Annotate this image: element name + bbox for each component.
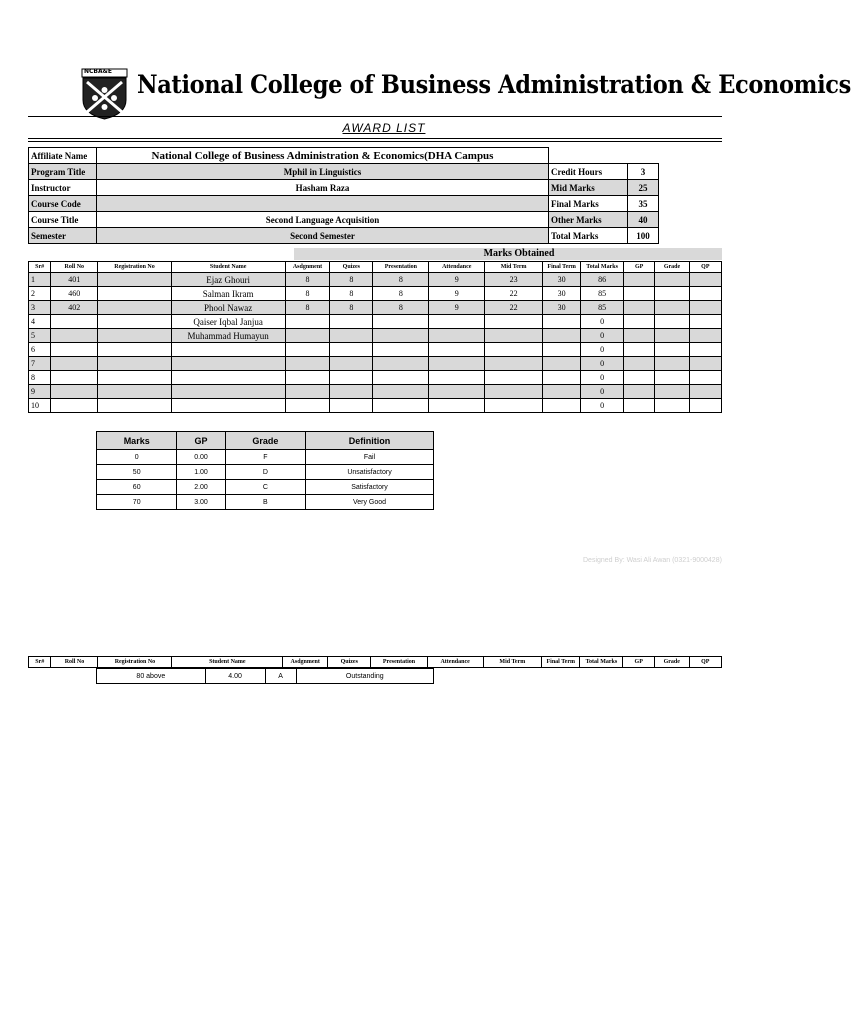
- grade-row: [97, 669, 434, 684]
- table-cell: [624, 329, 655, 343]
- table-cell: 9: [429, 301, 485, 315]
- mid-marks-label: Mid Marks: [549, 180, 628, 196]
- grade-row: [97, 480, 434, 495]
- table-cell: [624, 343, 655, 357]
- table-cell: 0: [581, 385, 624, 399]
- table-cell: [624, 399, 655, 413]
- column-header: Presentation: [373, 262, 429, 273]
- table-cell: [51, 399, 98, 413]
- table-cell: [485, 343, 543, 357]
- table-cell: [330, 343, 373, 357]
- table-cell: [51, 329, 98, 343]
- table-cell: [373, 399, 429, 413]
- table-cell: [98, 301, 172, 315]
- table-cell: [429, 315, 485, 329]
- credit-hours-label: Credit Hours: [549, 164, 628, 180]
- table-cell: 2: [29, 287, 51, 301]
- table-cell: [51, 371, 98, 385]
- grade-row: [97, 465, 434, 480]
- table-cell: [689, 371, 721, 385]
- student-marks-table: [28, 261, 722, 413]
- table-cell: [689, 357, 721, 371]
- column-header: QP: [689, 262, 721, 273]
- course-title-label: Course Title: [29, 212, 97, 228]
- table-row: [29, 385, 722, 399]
- table-cell: [285, 371, 330, 385]
- student-name-cell: Salman Ikram: [171, 287, 285, 301]
- table-cell: [485, 385, 543, 399]
- table-cell: [624, 273, 655, 287]
- grade-cell: D: [225, 465, 305, 480]
- table-cell: [485, 357, 543, 371]
- table-cell: [655, 357, 689, 371]
- table-cell: [51, 357, 98, 371]
- table-cell: [285, 357, 330, 371]
- grade-cell: 80 above: [97, 669, 206, 684]
- table-cell: [624, 357, 655, 371]
- table-cell: 6: [29, 343, 51, 357]
- column-header: Roll No: [51, 262, 98, 273]
- course-code-label: Course Code: [29, 196, 97, 212]
- credit-hours-value: 3: [628, 164, 659, 180]
- table-cell: [543, 399, 581, 413]
- column-header: Sr#: [29, 657, 51, 668]
- table-cell: [655, 385, 689, 399]
- grade-cell: 70: [97, 495, 177, 510]
- grade-scale-table: [96, 431, 434, 510]
- table-cell: 8: [285, 301, 330, 315]
- table-cell: 8: [373, 287, 429, 301]
- student-name-cell: Ejaz Ghouri: [171, 273, 285, 287]
- table-cell: [330, 399, 373, 413]
- grade-column-header: Grade: [225, 432, 305, 450]
- table-cell: [624, 301, 655, 315]
- affiliate-value: National College of Business Administration & Economics(DHA Campus: [97, 148, 549, 164]
- table-cell: 9: [29, 385, 51, 399]
- student-name-cell: Muhammad Humayun: [171, 329, 285, 343]
- marks-obtained-label: Marks Obtained: [483, 248, 555, 259]
- table-cell: 30: [543, 301, 581, 315]
- column-header: Registration No: [98, 262, 172, 273]
- table-cell: [543, 371, 581, 385]
- student-name-cell: [171, 357, 285, 371]
- table-cell: 401: [51, 273, 98, 287]
- table-row: [29, 329, 722, 343]
- column-header: Mid Term: [485, 262, 543, 273]
- table-cell: [655, 329, 689, 343]
- table-cell: [330, 315, 373, 329]
- table-cell: [624, 287, 655, 301]
- column-header: Asdgnment: [283, 657, 328, 668]
- table-cell: [543, 343, 581, 357]
- table-cell: 4: [29, 315, 51, 329]
- table-cell: 8: [373, 301, 429, 315]
- column-header: Student Name: [172, 657, 283, 668]
- table-cell: 0: [581, 399, 624, 413]
- table-row: [29, 315, 722, 329]
- total-marks-label: Total Marks: [549, 228, 628, 244]
- table-cell: 23: [485, 273, 543, 287]
- table-cell: [98, 315, 172, 329]
- table-cell: [330, 371, 373, 385]
- table-cell: 22: [485, 287, 543, 301]
- table-cell: 86: [581, 273, 624, 287]
- table-cell: [624, 315, 655, 329]
- student-marks-table-continued: [28, 656, 722, 668]
- table-cell: [485, 371, 543, 385]
- column-header: GP: [623, 657, 655, 668]
- table-cell: [655, 343, 689, 357]
- grade-column-header: Marks: [97, 432, 177, 450]
- table-cell: [285, 399, 330, 413]
- table-cell: [98, 385, 172, 399]
- table-cell: 0: [581, 357, 624, 371]
- table-cell: [655, 273, 689, 287]
- table-cell: [429, 329, 485, 343]
- table-cell: [689, 329, 721, 343]
- table-cell: [429, 371, 485, 385]
- table-cell: [51, 385, 98, 399]
- column-header: Student Name: [171, 262, 285, 273]
- table-cell: 5: [29, 329, 51, 343]
- table-row: [29, 399, 722, 413]
- column-header: Final Term: [542, 657, 580, 668]
- student-name-cell: [171, 399, 285, 413]
- course-code-value: [97, 196, 549, 212]
- column-header: Quizes: [330, 262, 373, 273]
- table-cell: [373, 315, 429, 329]
- table-cell: [330, 357, 373, 371]
- table-cell: [429, 385, 485, 399]
- column-header: Attendance: [429, 262, 485, 273]
- table-cell: 1: [29, 273, 51, 287]
- course-info-table: [28, 147, 549, 244]
- table-cell: 85: [581, 287, 624, 301]
- affiliate-label: Affiliate Name: [29, 148, 97, 164]
- table-cell: [373, 357, 429, 371]
- table-cell: 8: [330, 287, 373, 301]
- student-name-cell: [171, 343, 285, 357]
- grade-column-header: GP: [177, 432, 225, 450]
- table-cell: 10: [29, 399, 51, 413]
- designed-by-note: Designed By: Wasi Ali Awan (0321-9000428): [583, 557, 722, 564]
- grade-cell: Unsatisfactory: [306, 465, 434, 480]
- table-cell: [543, 329, 581, 343]
- table-cell: [689, 315, 721, 329]
- student-name-cell: [171, 371, 285, 385]
- other-marks-value: 40: [628, 212, 659, 228]
- semester-value: Second Semester: [97, 228, 549, 244]
- grade-cell: 1.00: [177, 465, 225, 480]
- grade-row: [97, 495, 434, 510]
- table-cell: 30: [543, 287, 581, 301]
- table-cell: [285, 315, 330, 329]
- table-cell: [285, 329, 330, 343]
- grade-row: [97, 450, 434, 465]
- table-cell: [485, 329, 543, 343]
- table-cell: [373, 343, 429, 357]
- table-cell: 8: [29, 371, 51, 385]
- program-label: Program Title: [29, 164, 97, 180]
- other-marks-label: Other Marks: [549, 212, 628, 228]
- total-marks-value: 100: [628, 228, 659, 244]
- table-cell: [98, 329, 172, 343]
- column-header: Roll No: [51, 657, 98, 668]
- table-row: [29, 357, 722, 371]
- college-title: National College of Business Administration & Economics: [137, 70, 851, 99]
- table-cell: [655, 399, 689, 413]
- table-cell: [689, 385, 721, 399]
- column-header: Total Marks: [580, 657, 623, 668]
- grade-column-header: Definition: [306, 432, 434, 450]
- grade-cell: 0.00: [177, 450, 225, 465]
- table-cell: [655, 301, 689, 315]
- grade-cell: Very Good: [306, 495, 434, 510]
- semester-label: Semester: [29, 228, 97, 244]
- column-header: Presentation: [371, 657, 427, 668]
- table-row: [29, 301, 722, 315]
- table-cell: 0: [581, 343, 624, 357]
- table-cell: 3: [29, 301, 51, 315]
- table-cell: [689, 343, 721, 357]
- table-cell: [51, 343, 98, 357]
- table-cell: [485, 315, 543, 329]
- table-cell: [543, 315, 581, 329]
- column-header: Final Term: [543, 262, 581, 273]
- table-cell: 0: [581, 329, 624, 343]
- table-cell: [543, 357, 581, 371]
- table-cell: [98, 343, 172, 357]
- grade-cell: B: [225, 495, 305, 510]
- table-cell: [655, 287, 689, 301]
- table-cell: 8: [330, 301, 373, 315]
- grade-cell: C: [225, 480, 305, 495]
- column-header: Grade: [655, 262, 689, 273]
- table-cell: [624, 385, 655, 399]
- table-cell: 402: [51, 301, 98, 315]
- table-cell: 9: [429, 287, 485, 301]
- table-row: [29, 287, 722, 301]
- instructor-label: Instructor: [29, 180, 97, 196]
- grade-cell: Satisfactory: [306, 480, 434, 495]
- column-header: Total Marks: [581, 262, 624, 273]
- grade-cell: 3.00: [177, 495, 225, 510]
- table-cell: [285, 343, 330, 357]
- table-cell: 0: [581, 315, 624, 329]
- grade-scale-continued: [96, 668, 434, 684]
- table-cell: 8: [330, 273, 373, 287]
- table-cell: [689, 301, 721, 315]
- table-cell: 8: [285, 273, 330, 287]
- table-cell: [51, 315, 98, 329]
- table-row: [29, 371, 722, 385]
- table-cell: [624, 371, 655, 385]
- student-name-cell: Qaiser Iqbal Janjua: [171, 315, 285, 329]
- logo-text: NCBA&E: [84, 68, 112, 75]
- table-cell: [429, 343, 485, 357]
- column-header: GP: [624, 262, 655, 273]
- table-cell: [373, 329, 429, 343]
- grade-cell: 2.00: [177, 480, 225, 495]
- student-name-cell: [171, 385, 285, 399]
- table-row: [29, 273, 722, 287]
- table-cell: [373, 385, 429, 399]
- marks-distribution-table: [548, 163, 659, 244]
- column-header: Registration No: [98, 657, 172, 668]
- table-cell: [285, 385, 330, 399]
- grade-cell: Outstanding: [296, 669, 433, 684]
- table-cell: [655, 371, 689, 385]
- table-cell: [98, 399, 172, 413]
- table-cell: 7: [29, 357, 51, 371]
- grade-cell: A: [265, 669, 296, 684]
- table-cell: 8: [373, 273, 429, 287]
- table-cell: [98, 371, 172, 385]
- student-name-cell: Phool Nawaz: [171, 301, 285, 315]
- course-title-value: Second Language Acquisition: [97, 212, 549, 228]
- column-header: QP: [689, 657, 722, 668]
- grade-cell: 0: [97, 450, 177, 465]
- grade-cell: Fail: [306, 450, 434, 465]
- table-cell: [330, 329, 373, 343]
- table-cell: 8: [285, 287, 330, 301]
- column-header: Grade: [655, 657, 690, 668]
- table-cell: [689, 273, 721, 287]
- table-cell: [429, 399, 485, 413]
- table-cell: [655, 315, 689, 329]
- table-cell: [543, 385, 581, 399]
- column-header: Mid Term: [483, 657, 542, 668]
- table-cell: 9: [429, 273, 485, 287]
- final-marks-value: 35: [628, 196, 659, 212]
- award-list-title: AWARD LIST: [342, 121, 426, 135]
- program-value: Mphil in Linguistics: [97, 164, 549, 180]
- table-cell: 85: [581, 301, 624, 315]
- final-marks-label: Final Marks: [549, 196, 628, 212]
- table-cell: [330, 385, 373, 399]
- table-cell: 30: [543, 273, 581, 287]
- table-cell: 22: [485, 301, 543, 315]
- table-cell: [98, 273, 172, 287]
- table-cell: 0: [581, 371, 624, 385]
- grade-cell: 60: [97, 480, 177, 495]
- column-header: Quizes: [328, 657, 371, 668]
- instructor-value: Hasham Raza: [97, 180, 549, 196]
- grade-cell: F: [225, 450, 305, 465]
- table-cell: [373, 371, 429, 385]
- college-logo: [81, 68, 128, 120]
- table-cell: [429, 357, 485, 371]
- table-row: [29, 343, 722, 357]
- grade-cell: 50: [97, 465, 177, 480]
- column-header: Sr#: [29, 262, 51, 273]
- table-cell: [485, 399, 543, 413]
- table-cell: 460: [51, 287, 98, 301]
- mid-marks-value: 25: [628, 180, 659, 196]
- table-cell: [98, 287, 172, 301]
- column-header: Asdgnment: [285, 262, 330, 273]
- table-cell: [689, 399, 721, 413]
- table-cell: [98, 357, 172, 371]
- grade-cell: 4.00: [205, 669, 265, 684]
- column-header: Attendance: [427, 657, 483, 668]
- table-cell: [689, 287, 721, 301]
